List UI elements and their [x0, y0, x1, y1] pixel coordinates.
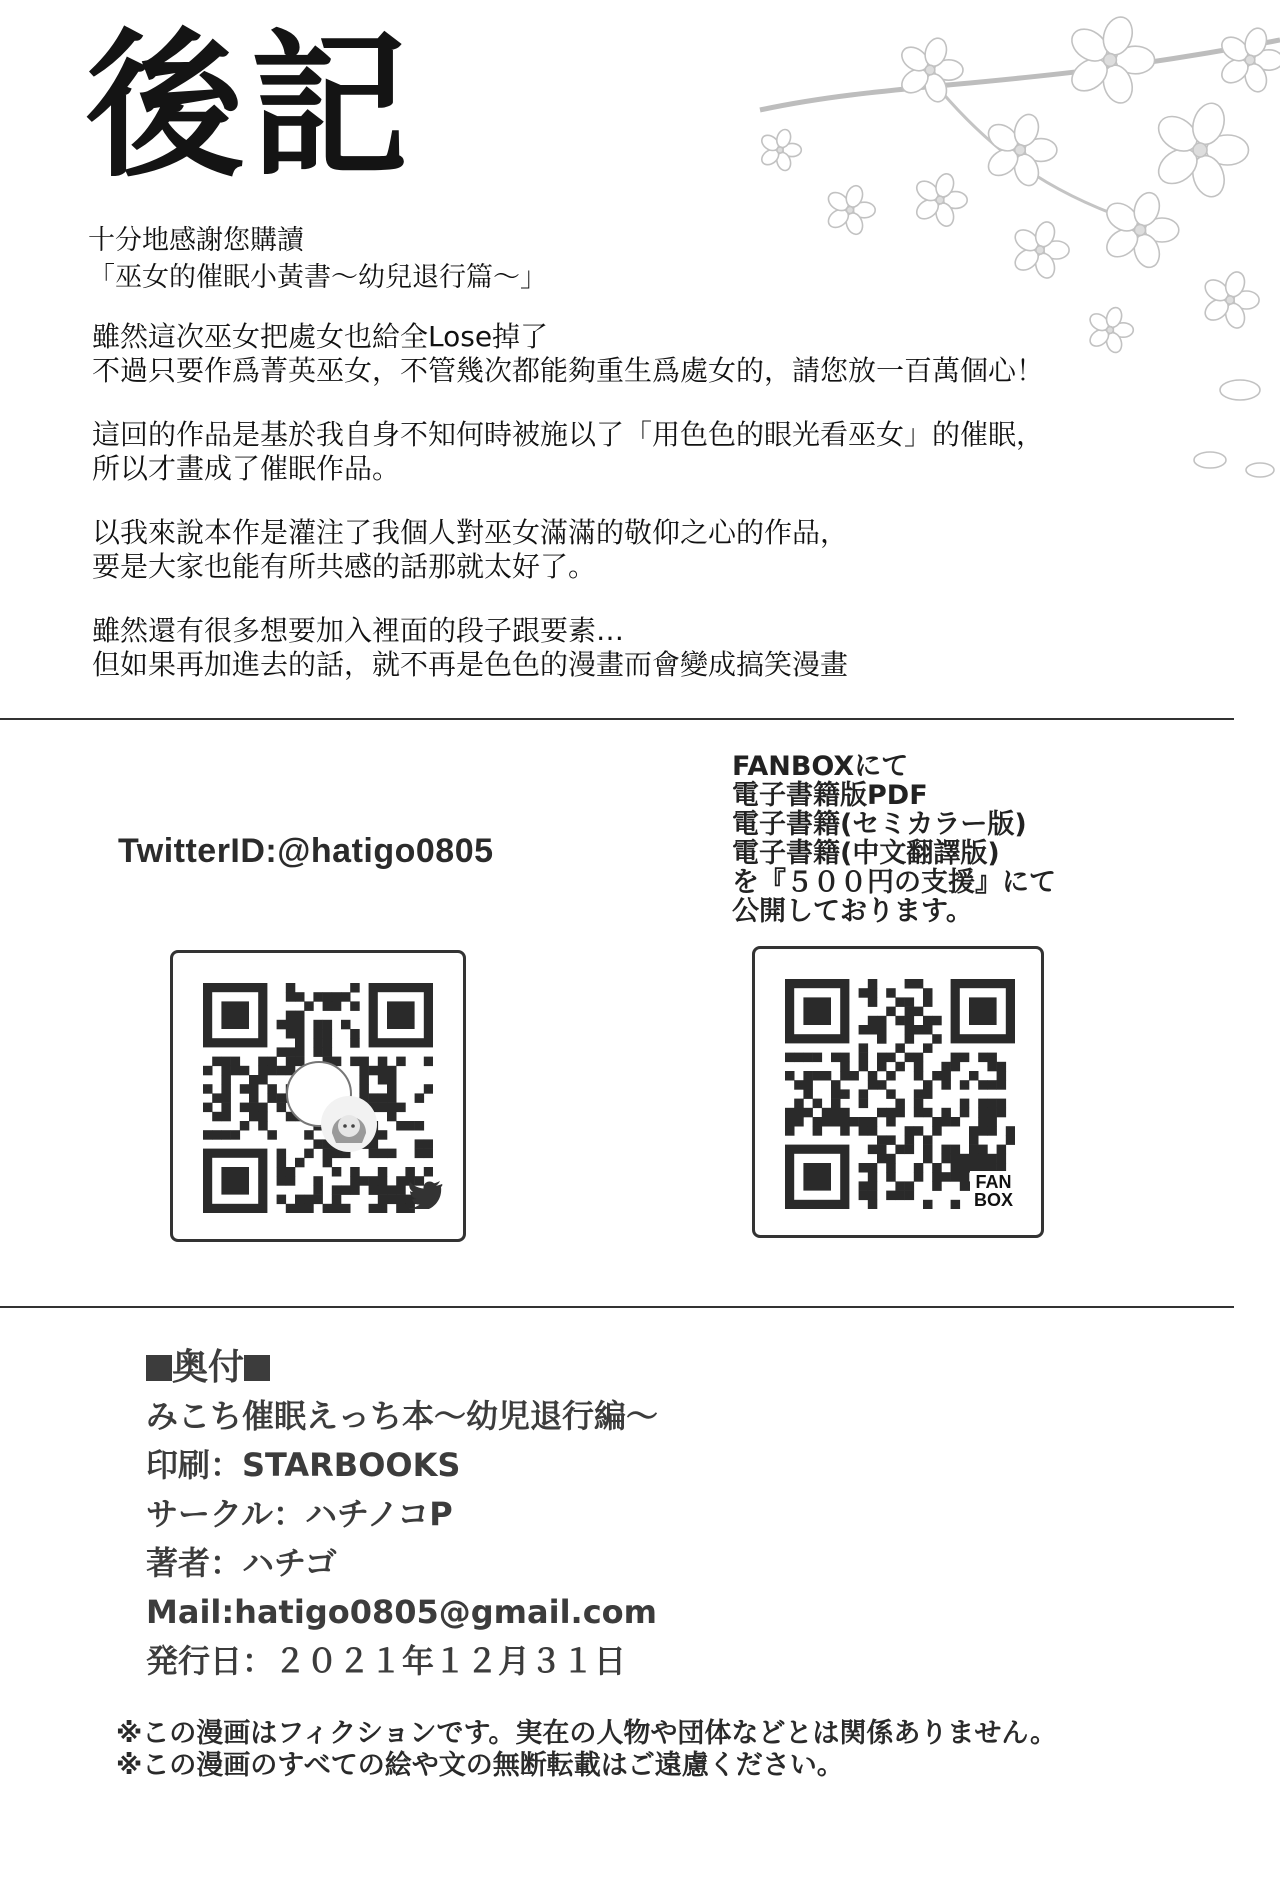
book-title: みこち催眠えっち本～幼児退行編～	[146, 1397, 659, 1435]
blossom-flower	[983, 111, 1056, 188]
fanbox-line: を『５００円の支援』にて	[732, 867, 1056, 898]
qr-finder-center	[969, 997, 997, 1025]
disclaimer-line: ※この漫画のすべての絵や文の無断転載はご遠慮ください。	[116, 1750, 844, 1781]
fanbox-line: 電子書籍版PDF	[732, 780, 928, 811]
fanbox-line: 電子書籍(中文翻譯版)	[732, 838, 1000, 869]
qr-finder-center	[387, 1001, 415, 1029]
qr-finder-center	[803, 1163, 831, 1191]
thanks-line: 十分地感謝您購讀	[88, 225, 304, 256]
paragraph-line: 不過只要作爲菁英巫女，不管幾次都能夠重生爲處女的，請您放一百萬個心！	[92, 354, 1045, 387]
blossom-flower	[759, 128, 801, 173]
falling-petal	[1246, 463, 1274, 477]
page-title: 後記	[86, 14, 414, 199]
afterword-body	[92, 320, 1044, 712]
paragraph-line: 這回的作品是基於我自身不知何時被施以了「用色色的眼光看巫女」的催眠，	[92, 418, 1045, 451]
colophon	[146, 1344, 658, 1686]
blossom-flower	[1217, 25, 1280, 94]
fanbox-line: 公開しております。	[732, 896, 973, 927]
thanks-line: 「巫女的催眠小黃書～幼兒退行篇～」	[88, 262, 547, 293]
paragraph-line: 要是大家也能有所共感的話那就太好了。	[92, 550, 597, 583]
blossom-flower	[913, 172, 967, 229]
thanks-message	[88, 222, 547, 296]
character-avatar-icon	[318, 1093, 380, 1155]
fanbox-notice	[732, 752, 1056, 926]
qr-finder-center	[803, 997, 831, 1025]
section-divider	[0, 718, 1234, 720]
twitter-bird-icon	[409, 1181, 443, 1209]
fanbox-line: 電子書籍(セミカラー版)	[732, 809, 1027, 840]
section-divider	[0, 1306, 1234, 1308]
publish-date: 発行日：２０２１年１２月３１日	[146, 1642, 627, 1680]
square-bullet-icon	[146, 1355, 172, 1381]
twitter-id: TwitterID:@hatigo0805	[118, 832, 494, 870]
paragraph	[92, 516, 1044, 584]
blossom-flower	[1201, 270, 1259, 331]
circle-name: サークル：ハチノコP	[146, 1495, 453, 1533]
blossom-flower	[1066, 13, 1155, 106]
blossom-flower	[1011, 220, 1069, 281]
colophon-heading: 奥付	[146, 1344, 658, 1392]
paragraph-line: 但如果再加進去的話，就不再是色色的漫畫而會變成搞笑漫畫	[92, 648, 849, 681]
disclaimer-notes	[116, 1718, 1057, 1782]
paragraph-line: 以我來說本作是灌注了我個人對巫女滿滿的敬仰之心的作品，	[92, 516, 849, 549]
twitter-qr-code[interactable]	[170, 950, 466, 1242]
fanbox-logo: FAN BOX	[970, 1171, 1017, 1211]
author: 著者：ハチゴ	[146, 1544, 337, 1582]
paragraph-line: 雖然還有很多想要加入裡面的段子跟要素…	[92, 614, 625, 647]
contact-mail: Mail:hatigo0805@gmail.com	[146, 1593, 657, 1631]
qr-finder-center	[221, 1001, 249, 1029]
fanbox-line: FANBOXにて	[732, 751, 909, 782]
falling-petal	[1220, 380, 1260, 400]
qr-finder-center	[221, 1167, 249, 1195]
blossom-flower	[1102, 189, 1179, 270]
paragraph	[92, 320, 1044, 388]
paragraph	[92, 418, 1044, 486]
falling-petal	[1194, 452, 1226, 468]
paragraph	[92, 614, 1044, 682]
disclaimer-line: ※この漫画はフィクションです。実在の人物や団体などとは関係ありません。	[116, 1718, 1058, 1749]
avatar	[286, 1061, 352, 1127]
blossom-flower	[897, 35, 963, 104]
fanbox-qr-code[interactable]	[752, 946, 1044, 1238]
printer: 印刷：STARBOOKS	[146, 1446, 461, 1484]
paragraph-line: 雖然這次巫女把處女也給全Lose掉了	[92, 320, 549, 353]
blossom-flower	[1087, 306, 1133, 355]
blossom-flower	[825, 184, 875, 237]
square-bullet-icon	[244, 1355, 270, 1381]
paragraph-line: 所以才畫成了催眠作品。	[92, 452, 401, 485]
blossom-flower	[1152, 99, 1249, 201]
